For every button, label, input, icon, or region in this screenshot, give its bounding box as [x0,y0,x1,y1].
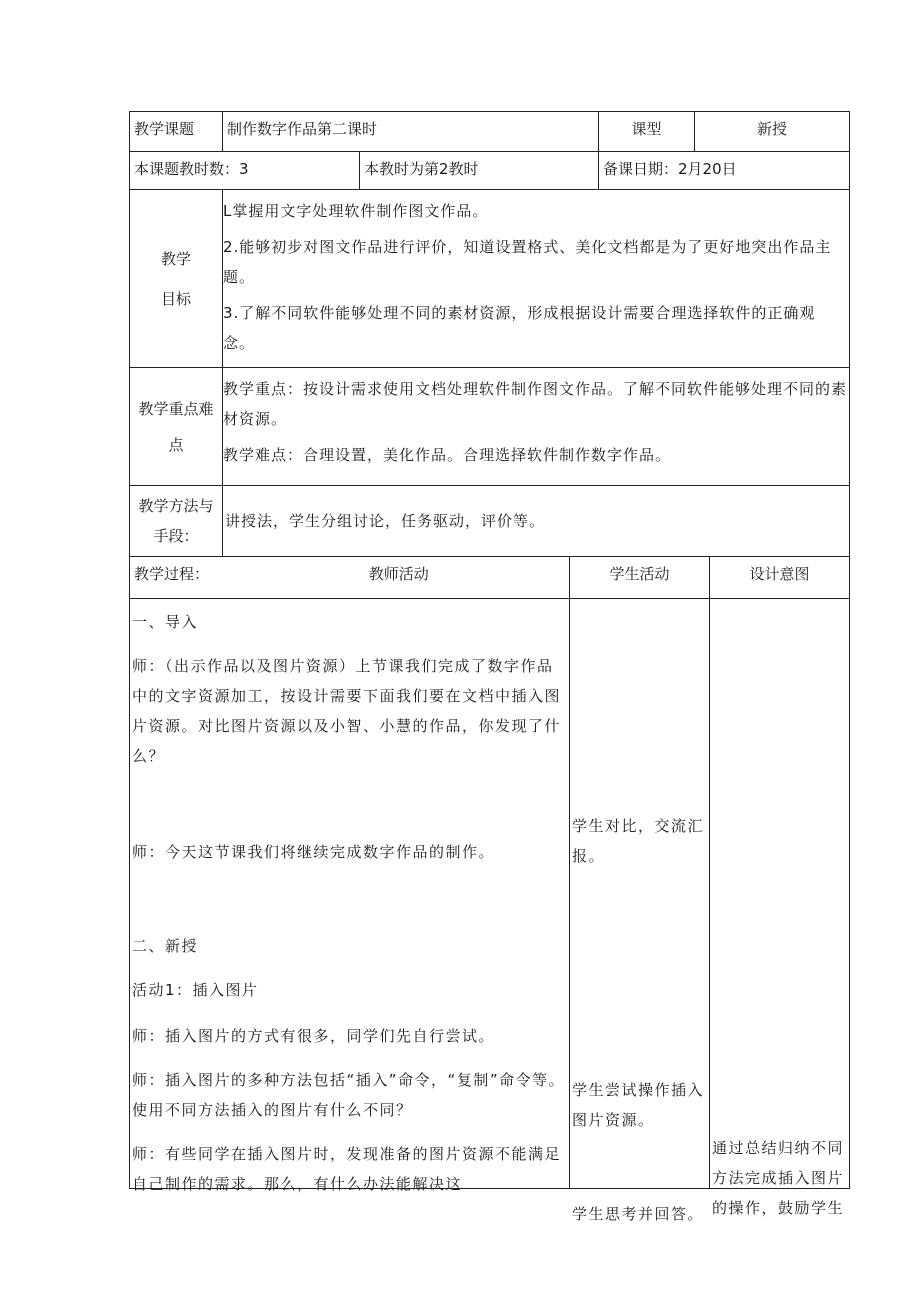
teacher-paragraph: 师：插入图片的方式有很多，同学们先自行尝试。 [132,1027,496,1045]
section-title: 一、导入 [132,613,199,631]
intent-text: 通过总结归纳不同方法完成插入图片的操作，鼓励学生 [712,1139,845,1217]
type-value: 新授 [695,112,850,152]
process-table [129,556,850,1223]
course-label: 教学课题 [130,112,223,152]
difficulty-text: 教学难点：合理设置，美化作品。合理选择软件制作数字作品。 [223,446,672,464]
design-intent [710,599,850,1217]
teacher-paragraph: 师：（出示作品以及图片资源）上节课我们完成了数字作品中的文字资源加工，按设计需要下面我们要在文档中插入图片资源。对比图片资源以及小智、小慧的作品，你发现了什么？ [132,657,562,765]
focus-text: 教学重点：按设计需求使用文档处理软件制作图文作品。了解不同软件能够处理不同的素材资源。 [223,380,848,428]
objective-item: L掌握用文字处理软件制作图文作品。 [223,202,489,220]
student-text: 学生对比，交流汇报。 [572,817,705,865]
teacher-paragraph: 师：今天这节课我们将继续完成数字作品的制作。 [132,843,496,861]
process-label: 教学过程： [134,565,210,583]
key-points-content [223,368,850,486]
section-title: 二、新授 [132,937,199,955]
activity-title: 活动1：插入图片 [132,981,259,999]
student-activity [570,599,710,1223]
current-hour: 本教时为第2教时 [360,152,599,190]
course-value: 制作数字作品第二课时 [223,112,599,152]
objective-item: 3.了解不同软件能够处理不同的素材资源，形成根据设计需要合理选择软件的正确观念。 [223,304,816,352]
teacher-paragraph: 师：插入图片的多种方法包括“插入”命令，“复制”命令等。使用不同方法插入的图片有什么不同？ [132,1071,566,1119]
teacher-paragraph: 师：有些同学在插入图片时，发现准备的图片资源不能满足自己制作的需求。那么，有什么办法能解决这 [132,1145,562,1193]
key-points-label: 教学重点难 点 [130,368,223,486]
type-label: 课型 [599,112,695,152]
student-text: 学生思考并回答。 [572,1205,705,1223]
teacher-activity [130,599,570,1193]
col-intent: 设计意图 [710,557,850,599]
objectives-content [223,190,850,368]
prep-date: 备课日期：2月20日 [599,152,850,190]
methods-value: 讲授法，学生分组讨论，任务驱动，评价等。 [223,486,850,557]
objective-item: 2.能够初步对图文作品进行评价，知道设置格式、美化文档都是为了更好地突出作品主题。 [223,238,832,286]
methods-label: 教学方法与 手段： [130,486,223,557]
process-header [130,557,570,599]
total-hours: 本课题教时数：3 [130,152,360,190]
col-student: 学生活动 [570,557,710,599]
col-teacher: 教师活动 [368,565,429,583]
objectives-label: 教学 目标 [130,190,223,368]
lesson-info-table [129,111,850,557]
student-text: 学生尝试操作插入图片资源。 [572,1081,705,1129]
